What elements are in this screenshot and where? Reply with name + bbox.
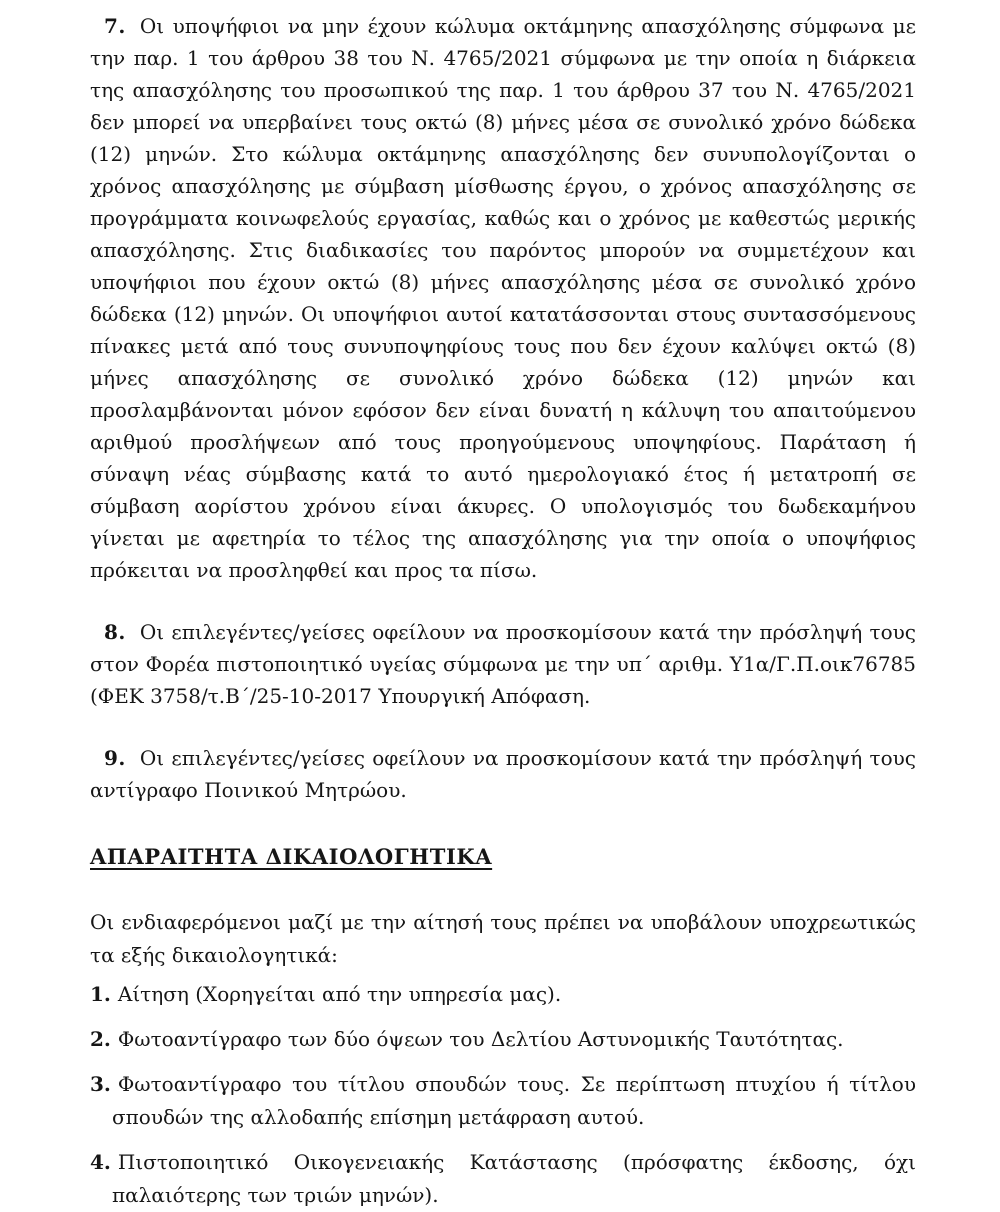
list-item-4-number: 4. [90,1150,111,1174]
list-item-4 [90,1146,916,1212]
list-item-2-text: Φωτοαντίγραφο των δύο όψεων του Δελτίου Αστυνομικής Ταυτότητας. [117,1027,844,1051]
paragraph-8 [90,616,916,712]
paragraph-8-number: 8. [104,620,126,644]
list-item-4-text: Πιστοποιητικό Οικογενειακής Κατάστασης (πρόσφατης έκδοσης, όχι παλαιότερης των τριών μηνών). [112,1150,916,1207]
required-documents-list [90,978,916,1212]
list-item-1-number: 1. [90,982,111,1006]
paragraph-7-number: 7. [104,14,126,38]
paragraph-7-text: Οι υποψήφιοι να μην έχουν κώλυμα οκτάμηνης απασχόλησης σύμφωνα με την παρ. 1 του άρθρου 38 του Ν. 4765/2021 σύμφωνα με την οποία η διάρκεια της απασχόλησης του προσωπικού της παρ. 1 του άρθρου 37 του Ν. 4765/2021 δεν μπορεί να υπερβαίνει τους οκτώ (8) μήνες μέσα σε συνολικό χρόνο δώδεκα (12) μηνών. Στο κώλυμα οκτάμηνης απασχόλησης δεν συνυπολογίζονται ο χρόνος απασχόλησης με σύμβαση μίσθωσης έργου, ο χρόνος απασχόλησης σε προγράμματα κοινωφελούς εργασίας, καθώς και ο χρόνος με καθεστώς μερικής απασχόλησης. Στις διαδικασίες του παρόντος μπορούν να συμμετέχουν και υποψήφιοι που έχουν οκτώ (8) μήνες απασχόλησης μέσα σε συνολικό χρόνο δώδεκα (12) μηνών. Οι υποψήφιοι αυτοί κατατάσσονται στους συντασσόμενους πίνακες μετά από τους συνυποψηφίους τους που δεν έχουν καλύψει οκτώ (8) μήνες απασχόλησης σε συνολικό χρόνο δώδεκα (12) μηνών και προσλαμβάνονται μόνον εφόσον δεν είναι δυνατή η κάλυψη του απαιτούμενου αριθμού προσλήψεων από τους προηγούμενους υποψηφίους. Παράταση ή σύναψη νέας σύμβασης κατά το αυτό ημερολογιακό έτος ή μετατροπή σε σύμβαση αορίστου χρόνου είναι άκυρες. Ο υπολογισμός του δωδεκαμήνου γίνεται με αφετηρία το τέλος της απασχόλησης για την οποία ο υποψήφιος πρόκειται να προσληφθεί και προς τα πίσω. [90,14,916,582]
list-item-3-number: 3. [90,1072,111,1096]
paragraph-9-text: Οι επιλεγέντες/γείσες οφείλουν να προσκομίσουν κατά την πρόσληψή τους αντίγραφο Ποινικού Μητρώου. [90,746,916,802]
section-heading-required-documents: ΑΠΑΡΑΙΤΗΤΑ ΔΙΚΑΙΟΛΟΓΗΤΙΚΑ [90,844,493,869]
list-item-3 [90,1068,916,1134]
list-item-1-text: Αίτηση (Χορηγείται από την υπηρεσία μας). [117,982,562,1006]
list-item-2-number: 2. [90,1027,111,1051]
paragraph-8-text: Οι επιλεγέντες/γείσες οφείλουν να προσκομίσουν κατά την πρόσληψή τους στον Φορέα πιστοποιητικό υγείας σύμφωνα με την υπ΄ αριθμ. Υ1α/Γ.Π.οικ76785 (ΦΕΚ 3758/τ.Β΄/25-10-2017 Υπουργική Απόφαση. [90,620,916,708]
paragraph-9-number: 9. [104,746,126,770]
list-item-1 [90,978,916,1011]
paragraph-9 [90,742,916,806]
intro-text: Οι ενδιαφερόμενοι μαζί με την αίτησή τους πρέπει να υποβάλουν υποχρεωτικώς τα εξής δικαιολογητικά: [90,910,916,967]
paragraph-7 [90,10,916,586]
list-item-3-text: Φωτοαντίγραφο του τίτλου σπουδών τους. Σε περίπτωση πτυχίου ή τίτλου σπουδών της αλλοδαπής επίσημη μετάφραση αυτού. [112,1072,916,1129]
list-item-2 [90,1023,916,1056]
